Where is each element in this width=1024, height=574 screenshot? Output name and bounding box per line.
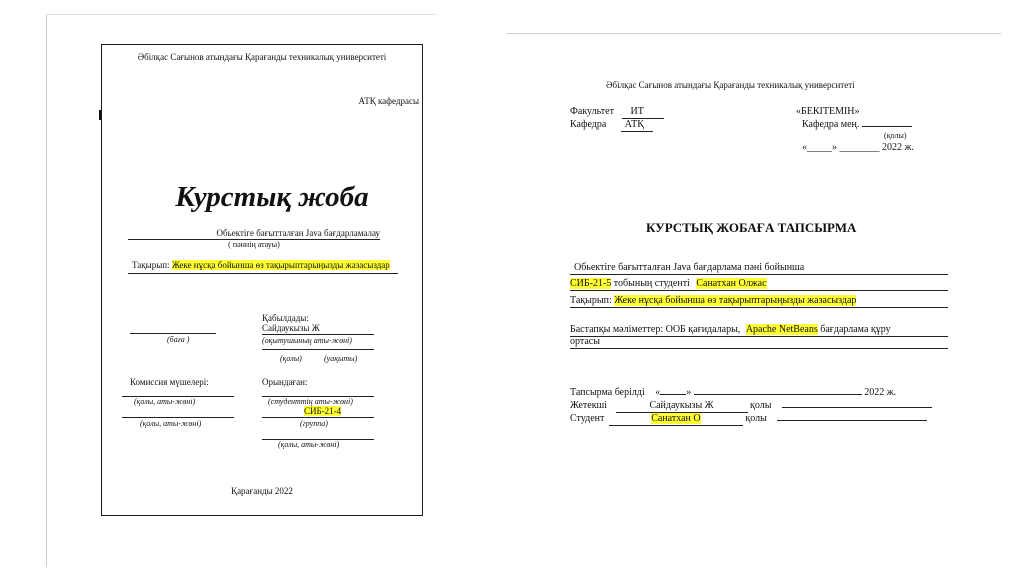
grade-caption: (баға ): [167, 335, 190, 344]
commission-caption-1: (қолы, аты-жөні): [134, 397, 196, 406]
grade-line: [130, 333, 216, 334]
task-day-line: [660, 394, 686, 395]
subject-line: Обьектіге бағытталған Java бағдарлама пәні бойынша: [570, 262, 948, 275]
initial-data-line-2: ортасы: [570, 336, 948, 349]
head-label: Кафедра мең.: [802, 119, 860, 130]
student-name-caption: (студенттің аты-жөні): [268, 397, 353, 406]
performer-sign-caption: (қолы, аты-жөні): [278, 440, 340, 449]
performer-label: Орындаған:: [262, 377, 308, 387]
department-value: АТҚ: [621, 119, 653, 132]
faculty-value: ИТ: [622, 106, 664, 119]
accepted-label: Қабылдады:: [262, 313, 309, 323]
city-year: Қарағанды 2022: [231, 486, 293, 496]
task-given-row: [570, 387, 896, 399]
subject-text: Обьектіге бағытталған Java бағдарламалау: [216, 228, 380, 238]
task-given-close-quote: »: [686, 387, 692, 398]
student-name: [609, 413, 743, 426]
task-month-line: [694, 394, 862, 395]
group-value: СИБ-21-5: [570, 278, 612, 289]
task-given-year: 2022 ж.: [864, 387, 897, 398]
faculty-label: Факультет: [570, 106, 614, 117]
task-given-open-quote: «: [655, 387, 661, 398]
group-caption: (группа): [300, 419, 328, 428]
student-line: [570, 278, 948, 291]
supervisor-row: [570, 400, 932, 413]
initial-data-highlight: Apache NetBeans: [745, 324, 818, 335]
topic-line: [132, 260, 390, 271]
initial-data-prefix: Бастапқы мәліметтер: ООБ қағидалары,: [570, 324, 741, 335]
group-suffix: тобының студенті: [613, 278, 690, 289]
topic-label: Тақырып:: [132, 260, 170, 270]
supervisor-name: Сайдаукызы Ж: [616, 400, 748, 413]
teacher-name: Сайдаукызы Ж: [262, 323, 374, 335]
subject-caption: ( пәннің атауы): [228, 240, 280, 249]
topic-value: Жеке нұсқа бойынша өз тақырыптарыңызды жазасыздар: [171, 260, 390, 270]
supervisor-signed-label: қолы: [750, 400, 772, 411]
head-sign-caption: (қолы): [884, 131, 907, 140]
student-label: Студент: [570, 413, 605, 424]
initial-data-suffix: бағдарлама құру: [820, 324, 891, 335]
group-line: [262, 417, 374, 418]
student-full-name: Санатхан Олжас: [696, 278, 767, 289]
signature-caption: (қолы): [280, 354, 302, 363]
faculty-row: [570, 106, 664, 119]
head-row: [802, 119, 912, 131]
approve-date: «_____» ________ 2022 ж.: [802, 142, 914, 153]
signature-line: [262, 349, 374, 350]
approve-label: «БЕКІТЕМІН»: [796, 106, 860, 117]
subject-name: [128, 228, 380, 240]
document-title: Курстық жоба: [175, 181, 369, 213]
topic-underline: [128, 273, 398, 274]
supervisor-label: Жетекші: [570, 400, 608, 411]
assignment-title: КУРСТЫҚ ЖОБАҒА ТАПСЫРМА: [646, 220, 857, 235]
commission-line-2: [122, 417, 234, 418]
title-page: [101, 44, 423, 516]
commission-label: Комиссия мүшелері:: [130, 377, 209, 387]
student-row: [570, 413, 927, 426]
topic-label: Тақырып:: [570, 295, 612, 306]
task-given-label: Тапсырма берілді: [570, 387, 645, 398]
assignment-page: [506, 34, 1001, 464]
topic-line: [570, 295, 948, 308]
time-caption: (уақыты): [324, 354, 358, 363]
topic-value: Жеке нұсқа бойынша өз тақырыптарыңызды жазасыздар: [614, 295, 857, 306]
university-name: Әбілқас Сағынов атындағы Қарағанды техникалық университеті: [606, 80, 855, 90]
group-text: СИБ-21-4: [304, 406, 342, 416]
student-signed-label: қолы: [745, 413, 767, 424]
department-name: АТҚ кафедрасы: [358, 96, 419, 106]
student-sign-line: [777, 420, 927, 421]
department-label: Кафедра: [570, 119, 607, 130]
supervisor-sign-line: [782, 407, 932, 408]
teacher-caption: (оқытушының аты-жөні): [262, 336, 352, 345]
university-name: Әбілқас Сағынов атындағы Қарағанды техникалық университеті: [137, 52, 387, 62]
department-row: [570, 119, 653, 132]
head-sign-line: [862, 126, 912, 127]
student-name-text: Санатхан О: [651, 413, 701, 424]
commission-caption-2: (қолы, аты-жөні): [140, 419, 202, 428]
group-value: [303, 406, 342, 417]
